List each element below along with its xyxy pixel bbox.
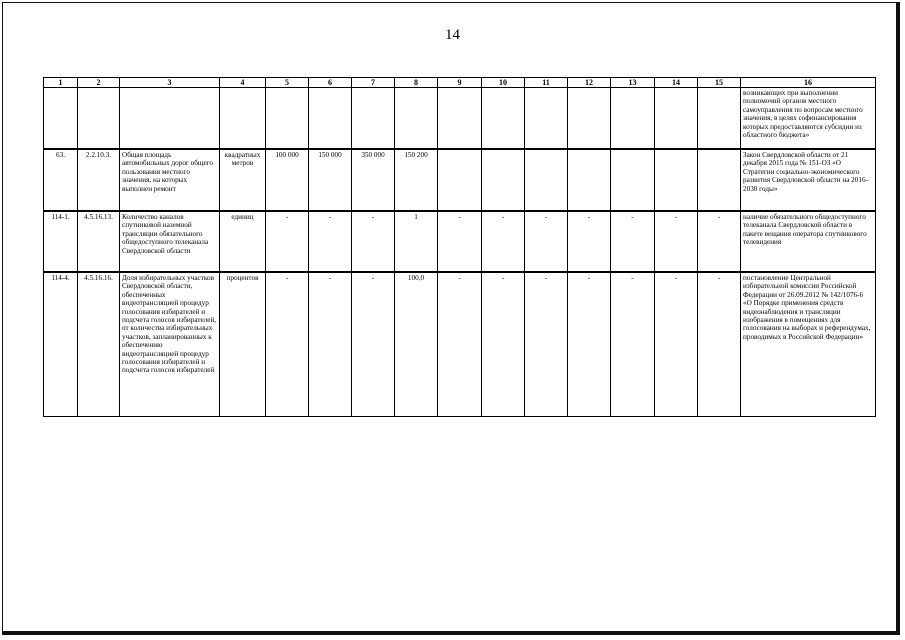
code-cell: 4.5.16.13. (78, 211, 120, 272)
unit-cell (220, 88, 266, 150)
header-cell: 5 (266, 78, 309, 88)
header-cell: 6 (309, 78, 352, 88)
page-number: 14 (445, 27, 460, 43)
header-cell: 2 (78, 78, 120, 88)
unit-cell: квадратных метров (220, 149, 266, 211)
table-row (44, 272, 876, 417)
value-cell: - (482, 211, 525, 272)
value-cell: - (482, 272, 525, 417)
header-cell: 12 (568, 78, 611, 88)
value-cell: 150 200 (395, 149, 438, 211)
value-cell (438, 149, 482, 211)
header-cell: 10 (482, 78, 525, 88)
value-cell: - (438, 272, 482, 417)
value-cell: - (698, 211, 741, 272)
value-cell: 1 (395, 211, 438, 272)
value-cell (655, 88, 698, 150)
value-cell (482, 149, 525, 211)
indicator-name-cell: Общая площадь автомобильных дорог общего пользования местного значения, на которых выполнен ремонт (120, 149, 220, 211)
row-number-cell: 114-4. (44, 272, 78, 417)
value-cell: 100,0 (395, 272, 438, 417)
header-cell: 14 (655, 78, 698, 88)
header-row (44, 78, 876, 88)
value-cell: - (568, 211, 611, 272)
header-cell: 1 (44, 78, 78, 88)
header-cell: 7 (352, 78, 395, 88)
value-cell (438, 88, 482, 150)
value-cell: - (611, 272, 655, 417)
value-cell (698, 149, 741, 211)
unit-cell: единиц (220, 211, 266, 272)
unit-cell: процентов (220, 272, 266, 417)
value-cell (525, 149, 568, 211)
header-cell: 8 (395, 78, 438, 88)
value-cell: 350 000 (352, 149, 395, 211)
header-cell: 16 (741, 78, 876, 88)
source-document-cell: Закон Свердловской области от 21 декабря 2015 года № 151-ОЗ «О Стратегии социально-экономического развития Свердловской области на 2016–2030 годы» (741, 149, 876, 211)
value-cell (352, 88, 395, 150)
header-cell: 4 (220, 78, 266, 88)
value-cell: - (309, 272, 352, 417)
value-cell: - (266, 272, 309, 417)
row-number-cell: 114-1. (44, 211, 78, 272)
value-cell (525, 88, 568, 150)
value-cell: - (438, 211, 482, 272)
value-cell: - (309, 211, 352, 272)
table-row (44, 211, 876, 272)
row-number-cell: 63. (44, 149, 78, 211)
indicator-name-cell: Количество каналов спутниковой наземной трансляции обязательного общедоступного телеканала Свердловской области (120, 211, 220, 272)
value-cell: 100 000 (266, 149, 309, 211)
table-row (44, 88, 876, 150)
row-number-cell (44, 88, 78, 150)
value-cell: - (568, 272, 611, 417)
header-cell: 13 (611, 78, 655, 88)
indicator-name-cell: Доля избирательных участков Свердловской области, обеспеченных видеотрансляцией процедур голосования избирателей и подсчета голосов избирателей, от количества избирательных участков, запланированных к обеспечению видеотрансляцией процедур голосования избирателей и подсчета голосов избирателей (120, 272, 220, 417)
indicators-table (43, 77, 876, 417)
value-cell: - (525, 211, 568, 272)
source-document-cell: постановление Центральной избирательной комиссии Российской Федерации от 26.09.2012 № 142/1076-6 «О Порядке применения средств видеонаблюдения и трансляции изображения в помещениях для голосования на выборах и референдумах, проводимых в Российской Федерации» (741, 272, 876, 417)
value-cell (309, 88, 352, 150)
code-cell: 4.5.16.16. (78, 272, 120, 417)
value-cell (395, 88, 438, 150)
value-cell (266, 88, 309, 150)
source-document-cell: наличие обязательного общедоступного телеканала Свердловской области в пакете вещания оператора спутникового телевидения (741, 211, 876, 272)
value-cell: 150 000 (309, 149, 352, 211)
source-document-cell: возникающих при выполнении полномочий органов местного самоуправления по вопросам местного значения, в целях софинансирования которых предоставляются субсидии из областного бюджета» (741, 88, 876, 150)
value-cell (568, 88, 611, 150)
header-cell: 15 (698, 78, 741, 88)
value-cell: - (655, 211, 698, 272)
value-cell (611, 88, 655, 150)
value-cell (611, 149, 655, 211)
header-cell: 9 (438, 78, 482, 88)
value-cell (568, 149, 611, 211)
value-cell: - (352, 272, 395, 417)
value-cell: - (266, 211, 309, 272)
value-cell (655, 149, 698, 211)
header-cell: 3 (120, 78, 220, 88)
value-cell: - (611, 211, 655, 272)
value-cell: - (655, 272, 698, 417)
value-cell: - (525, 272, 568, 417)
code-cell (78, 88, 120, 150)
code-cell: 2.2.10.3. (78, 149, 120, 211)
value-cell: - (352, 211, 395, 272)
value-cell (698, 88, 741, 150)
indicator-name-cell (120, 88, 220, 150)
value-cell (482, 88, 525, 150)
header-cell: 11 (525, 78, 568, 88)
value-cell: - (698, 272, 741, 417)
table-row (44, 149, 876, 211)
